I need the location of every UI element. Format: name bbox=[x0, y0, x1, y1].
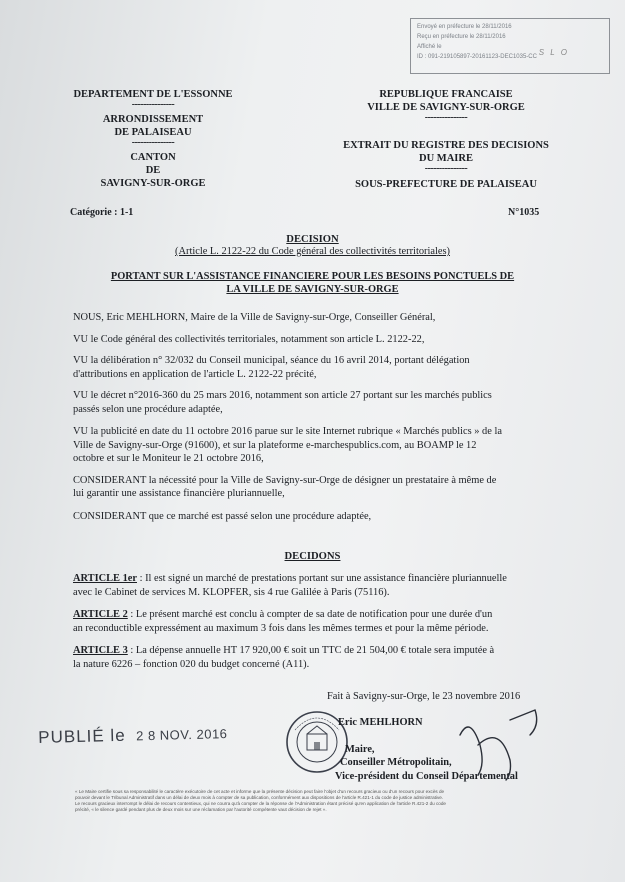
stamp-line-id: ID : 091-219105897-20161123-DEC1035-CC bbox=[417, 54, 537, 60]
para-vu-deliberation-l1: VU la délibération n° 32/032 du Conseil municipal, séance du 16 avril 2014, portant délégation bbox=[73, 355, 470, 366]
article-1-text-1: : Il est signé un marché de prestations portant sur une assistance financière pluriannuelle bbox=[137, 573, 507, 584]
subject-line-2: LA VILLE DE SAVIGNY-SUR-ORGE bbox=[226, 284, 399, 295]
header-left-separator-2: --------------- bbox=[131, 137, 175, 148]
para-vu-code: VU le Code général des collectivités territoriales, notamment son article L. 2122-22, bbox=[73, 333, 425, 345]
body bbox=[73, 311, 593, 523]
header-departement: DEPARTEMENT DE L'ESSONNE bbox=[73, 89, 233, 100]
header-arrondissement: ARRONDISSEMENT bbox=[102, 114, 204, 125]
article-2-label: ARTICLE 2 bbox=[73, 609, 128, 620]
header-right-separator-2: --------------- bbox=[424, 163, 468, 174]
signature-title-vice-president: Vice-président du Conseil Départemental bbox=[335, 771, 518, 782]
para-vu-deliberation-l2: d'attributions en application de l'article L. 2122-22 précité, bbox=[73, 368, 317, 380]
footer-legal-notice bbox=[75, 789, 545, 813]
article-3-line-2: la nature 6226 – fonction 020 du budget concerné (A11). bbox=[73, 658, 310, 670]
articles bbox=[73, 572, 598, 671]
header-de: DE bbox=[145, 165, 161, 176]
decidons-heading: DECIDONS bbox=[284, 551, 341, 562]
para-vu-decret-l2: passés selon une procédure adaptée, bbox=[73, 403, 223, 415]
header-canton: CANTON bbox=[130, 152, 176, 163]
prefecture-stamp bbox=[410, 18, 610, 74]
publication-stamp bbox=[38, 723, 228, 748]
decision-number: N°1035 bbox=[508, 207, 540, 218]
header-extrait: EXTRAIT DU REGISTRE DES DECISIONS bbox=[343, 140, 549, 151]
fait-a: Fait à Savigny-sur-Orge, le 23 novembre 2016 bbox=[327, 691, 521, 702]
footer-line-4: précité, « le silence gardé pendant plus de deux mois sur une réclamation par l'autorité compétente vaut décision de rejet ». bbox=[75, 807, 327, 812]
footer-line-2: pouvoir devant le Tribunal Administratif dans un délai de deux mois à compter de sa publication, conformément aux dispositions de l'article R.421-1 du code de justice administrative. bbox=[75, 795, 444, 800]
footer-line-3: Le recours gracieux interrompt le délai de recours contentieux, qui ne courra qu'à compter de la réponse de l'Administration étant précisé qu'en application de l'article R.421-2 du code bbox=[75, 801, 446, 806]
para-nous: NOUS, Eric MEHLHORN, Maire de la Ville de Savigny-sur-Orge, Conseiller Général, bbox=[73, 312, 436, 323]
header-right-separator: --------------- bbox=[424, 112, 468, 123]
decision-article-ref: (Article L. 2122-22 du Code général des collectivités territoriales) bbox=[175, 246, 450, 257]
stamp-signature-mark: S L O bbox=[538, 48, 569, 57]
decision-title: DECISION bbox=[286, 234, 339, 245]
para-vu-publicite-l1: VU la publicité en date du 11 octobre 2016 parue sur le site Internet rubrique « Marchés publics » de la bbox=[73, 426, 502, 437]
para-vu-publicite-l3: octobre et sur le Moniteur le 21 octobre 2016, bbox=[73, 453, 264, 464]
para-vu-publicite-l2: Ville de Savigny-sur-Orge (91600), et sur la plateforme e-marchespublics.com, au BOAMP le 12 bbox=[73, 439, 477, 451]
signature-title-maire: Maire, bbox=[345, 744, 375, 755]
handwritten-signature-icon bbox=[440, 705, 550, 785]
header-left bbox=[58, 88, 248, 190]
article-1-line-1 bbox=[73, 572, 598, 586]
signature-name: Eric MEHLHORN bbox=[338, 717, 423, 728]
header-ville: VILLE DE SAVIGNY-SUR-ORGE bbox=[367, 102, 525, 113]
header-right bbox=[326, 88, 566, 191]
stamp-line-envoye: Envoyé en préfecture le 28/11/2016 bbox=[417, 24, 512, 30]
header-republique: REPUBLIQUE FRANCAISE bbox=[379, 89, 513, 100]
para-considerant-1-l2: lui garantir une assistance financière pluriannuelle, bbox=[73, 488, 285, 499]
stamp-line-affiche: Affiché le bbox=[417, 44, 442, 50]
article-3-label: ARTICLE 3 bbox=[73, 645, 128, 656]
article-3-line-1 bbox=[73, 644, 598, 658]
article-2-line-2: an reconductible expressément au maximum 3 fois dans les mêmes termes et pour la même période. bbox=[73, 622, 489, 634]
article-3-text-1: : La dépense annuelle HT 17 920,00 € soit un TTC de 21 504,00 € totale sera imputée à bbox=[127, 645, 495, 656]
article-2-line-1 bbox=[73, 608, 598, 622]
article-1-line-2: avec le Cabinet de services M. KLOPFER, sis 4 rue Galilée à Paris (75116). bbox=[73, 586, 390, 598]
publie-word: PUBLIÉ le bbox=[38, 725, 126, 747]
publie-date: 2 8 NOV. 2016 bbox=[135, 726, 228, 744]
header-sous-prefecture: SOUS-PREFECTURE DE PALAISEAU bbox=[355, 179, 537, 190]
para-considerant-1-l1: CONSIDERANT la nécessité pour la Ville de Savigny-sur-Orge de désigner un prestataire à même de bbox=[73, 474, 497, 486]
header-du-maire: DU MAIRE bbox=[419, 153, 473, 164]
para-vu-decret-l1: VU le décret n°2016-360 du 25 mars 2016, notamment son article 27 portant sur les marchés publics bbox=[73, 390, 492, 401]
subject-line-1: PORTANT SUR L'ASSISTANCE FINANCIERE POUR LES BESOINS PONCTUELS DE bbox=[110, 271, 515, 282]
header-left-separator: --------------- bbox=[131, 99, 175, 110]
header-palaiseau: DE PALAISEAU bbox=[114, 127, 192, 138]
stamp-line-recu: Reçu en préfecture le 28/11/2016 bbox=[417, 34, 506, 40]
article-2-text-1: : Le présent marché est conclu à compter de sa date de notification pour une durée d'un bbox=[127, 609, 493, 620]
para-considerant-2: CONSIDERANT que ce marché est passé selon une procédure adaptée, bbox=[73, 510, 372, 522]
footer-line-1: « Le Maire certifie sous sa responsabilité le caractère exécutoire de cet acte et informe que la présente décision peut faire l'objet d'un recours gracieux ou d'un recours pour excès de bbox=[75, 789, 445, 794]
header-savigny: SAVIGNY-SUR-ORGE bbox=[100, 178, 206, 189]
categorie: Catégorie : 1-1 bbox=[70, 207, 134, 218]
signature-title-conseiller: Conseiller Métropolitain, bbox=[340, 757, 452, 768]
article-1-label: ARTICLE 1er bbox=[73, 573, 137, 584]
